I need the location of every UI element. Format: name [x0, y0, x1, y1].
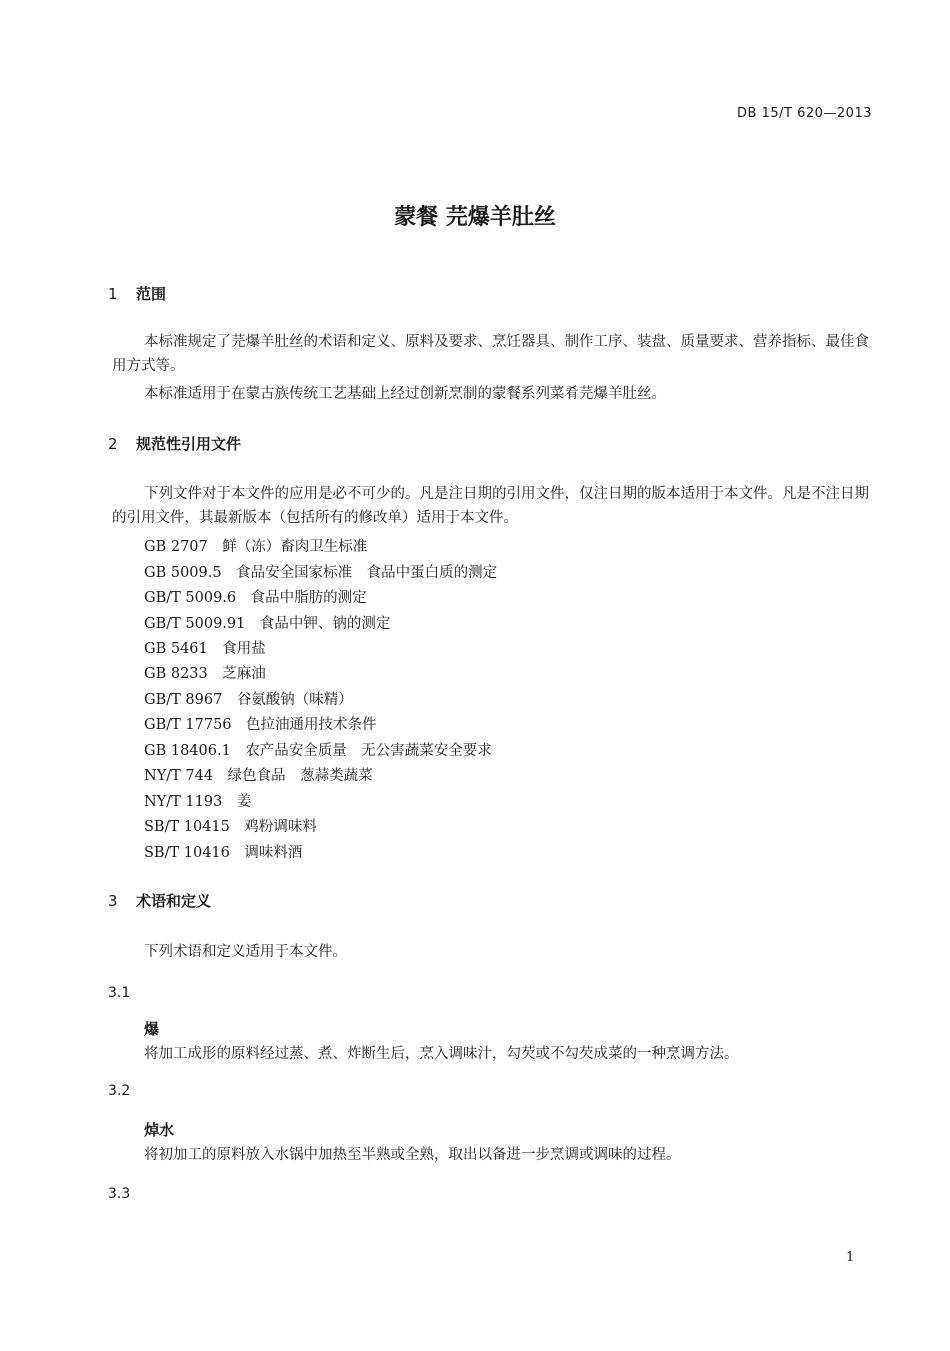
section-title: 范围	[136, 285, 167, 303]
reference-item	[144, 713, 377, 734]
reference-code: GB/T 17756	[144, 717, 232, 733]
subsection-number: 3.3	[108, 1186, 131, 1202]
reference-item	[144, 790, 251, 811]
reference-item	[144, 815, 317, 836]
reference-item	[144, 561, 497, 582]
reference-item	[144, 612, 390, 633]
paragraph: 本标准规定了芫爆羊肚丝的术语和定义、原料及要求、烹饪器具、制作工序、装盘、质量要求、营养指标、最佳食用方式等。	[112, 334, 869, 374]
section-title: 术语和定义	[136, 892, 212, 910]
reference-code: NY/T 1193	[144, 794, 223, 810]
reference-code: GB 2707	[144, 539, 208, 555]
reference-title: 农产品安全质量 无公害蔬菜安全要求	[245, 743, 492, 759]
paragraph: 下列文件对于本文件的应用是必不可少的。凡是注日期的引用文件，仅注日期的版本适用于本文件。凡是不注日期的引用文件，其最新版本（包括所有的修改单）适用于本文件。	[112, 486, 869, 526]
reference-code: GB 18406.1	[144, 743, 231, 759]
reference-item	[144, 586, 367, 607]
reference-title: 绿色食品 葱蒜类蔬菜	[227, 768, 373, 784]
term-heading: 焯水	[144, 1121, 175, 1139]
reference-code: SB/T 10415	[144, 819, 230, 835]
term-definition: 将初加工的原料放入水锅中加热至半熟或全熟，取出以备进一步烹调或调味的过程。	[144, 1147, 681, 1163]
reference-code: NY/T 744	[144, 768, 214, 784]
reference-code: GB 8233	[144, 666, 208, 682]
reference-title: 食品中钾、钠的测定	[259, 616, 391, 632]
reference-code: GB/T 5009.91	[144, 616, 246, 632]
reference-code: SB/T 10416	[144, 845, 230, 861]
section-number: 3	[108, 892, 118, 910]
reference-item	[144, 841, 302, 862]
reference-title: 姜	[236, 794, 252, 810]
reference-title: 调味料酒	[244, 845, 303, 861]
reference-item	[144, 535, 367, 556]
page-title: 蒙餐 芫爆羊肚丝	[394, 205, 556, 230]
reference-title: 食品安全国家标准 食品中蛋白质的测定	[236, 565, 498, 581]
reference-title: 鲜（冻）畜肉卫生标准	[222, 539, 368, 555]
reference-title: 谷氨酸钠（味精）	[236, 692, 353, 708]
document-number: DB 15/T 620—2013	[737, 106, 872, 121]
reference-item	[144, 739, 492, 760]
subsection-number: 3.1	[108, 985, 131, 1001]
section-heading-normative-references	[108, 433, 241, 454]
reference-item	[144, 637, 266, 658]
reference-item	[144, 764, 373, 785]
reference-title: 色拉油通用技术条件	[246, 717, 377, 733]
subsection-number: 3.2	[108, 1083, 131, 1099]
reference-code: GB/T 5009.6	[144, 590, 237, 606]
reference-code: GB/T 8967	[144, 692, 223, 708]
section-heading-scope	[108, 283, 166, 304]
section-number: 2	[108, 435, 118, 453]
reference-code: GB 5461	[144, 641, 208, 657]
paragraph: 下列术语和定义适用于本文件。	[144, 944, 347, 960]
reference-code: GB 5009.5	[144, 565, 222, 581]
term-definition: 将加工成形的原料经过蒸、煮、炸断生后，烹入调味汁，勾芡或不勾芡成菜的一种烹调方法。	[144, 1046, 739, 1062]
paragraph: 本标准适用于在蒙古族传统工艺基础上经过创新烹制的蒙餐系列菜肴芫爆羊肚丝。	[144, 386, 666, 402]
page-number: 1	[846, 1250, 855, 1265]
section-title: 规范性引用文件	[136, 435, 242, 453]
section-number: 1	[108, 285, 118, 303]
term-heading: 爆	[144, 1020, 160, 1038]
reference-title: 芝麻油	[222, 666, 266, 682]
reference-item	[144, 688, 353, 709]
reference-item	[144, 662, 266, 683]
section-heading-terms-definitions	[108, 890, 211, 911]
reference-title: 食品中脂肪的测定	[250, 590, 367, 606]
reference-title: 食用盐	[222, 641, 266, 657]
reference-title: 鸡粉调味料	[244, 819, 317, 835]
